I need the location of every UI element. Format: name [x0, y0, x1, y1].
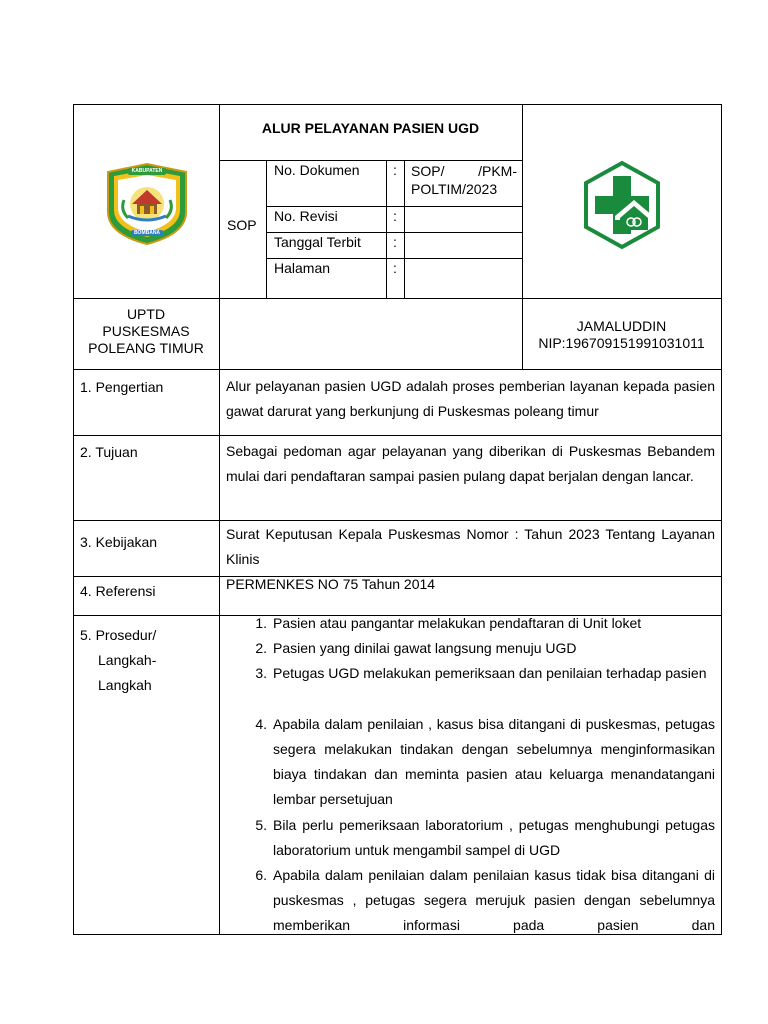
list-item-number: 2. — [255, 640, 267, 656]
section-text-kebijakan: Surat Keputusan Kepala Puskesmas Nomor : Tahun 2023 Tentang Layanan Klinis — [226, 526, 715, 567]
list-item-text: Pasien atau pangantar melakukan pendaftaran di Unit loket — [273, 615, 642, 631]
table-border-left — [73, 104, 74, 935]
sop-column-line — [266, 160, 267, 299]
org-line-1: UPTD — [126, 306, 166, 322]
org-line-3: POLEANG TIMUR — [88, 340, 204, 356]
prosedur-label-line-3: Langkah — [98, 677, 152, 693]
section-text-pengertian: Alur pelayanan pasien UGD adalah proses pemberian layanan kepada pasien gawat darurat yang berkunjung di Puskesmas poleang timur — [226, 378, 715, 419]
field-label-no-revisi: No. Revisi — [274, 208, 338, 224]
prosedur-label-line-1: 5. Prosedur/ — [80, 627, 157, 643]
list-item — [247, 611, 715, 636]
prosedur-label-line-2: Langkah- — [98, 652, 157, 668]
section-text-tujuan: Sebagai pedoman agar pelayanan yang diberikan di Puskesmas Bebandem mulai dari pendaftaran sampai pasien pulang dapat berjalan dengan lancar. — [226, 443, 715, 484]
field-sep-tanggal-terbit: : — [393, 234, 397, 250]
pengertian-row-bottom-line — [73, 435, 722, 436]
section-text-referensi: PERMENKES NO 75 Tahun 2014 — [226, 576, 436, 592]
field-label-halaman: Halaman — [274, 260, 331, 276]
field-sep-no-revisi: : — [393, 208, 397, 224]
kabupaten-bombana-crest-icon — [104, 160, 190, 246]
row-divider-halaman — [266, 258, 522, 259]
field-label-column-line — [386, 160, 387, 299]
sop-label: SOP — [227, 217, 257, 233]
section-label-prosedur — [80, 623, 156, 698]
puskesmas-logo-icon — [582, 160, 662, 250]
section-label-referensi: 4. Referensi — [80, 583, 156, 599]
label-column-line — [219, 104, 220, 935]
list-item-text: Apabila dalam penilaian , kasus bisa ditangani di puskesmas, petugas segera melakukan tindakan dengan sebelumnya menginformasikan biaya tindakan dan meminta pasien atau keluarga menandatangani lembar persetujuan — [273, 716, 715, 807]
field-value-no-dokumen — [411, 162, 517, 198]
list-item-text: Pasien yang dinilai gawat langsung menuju UGD — [273, 640, 577, 656]
signer-block — [522, 318, 721, 352]
field-sep-halaman: : — [393, 260, 397, 276]
list-item-text: Petugas UGD melakukan pemeriksaan dan penilaian terhadap pasien — [273, 665, 707, 681]
list-item — [247, 863, 715, 938]
signer-nip: NIP:196709151991031011 — [538, 335, 705, 351]
org-row-bottom-line — [73, 369, 722, 370]
field-value-no-dokumen-text: SOP/ /PKM-POLTIM/2023 — [411, 163, 517, 197]
list-item — [247, 661, 715, 686]
header-title-divider — [219, 160, 522, 161]
list-item — [247, 813, 715, 863]
field-label-tanggal-terbit: Tanggal Terbit — [274, 234, 361, 250]
section-label-tujuan: 2. Tujuan — [80, 444, 138, 460]
header-bottom-line — [73, 298, 722, 299]
section-label-pengertian: 1. Pengertian — [80, 379, 164, 395]
row-divider-revisi — [266, 206, 522, 207]
signer-name: JAMALUDDIN — [576, 318, 667, 334]
list-item-text: Apabila dalam penilaian dalam penilaian kasus tidak bisa ditangani di puskesmas , petugas segera merujuk pasien dengan sebelumnya memberikan informasi pada pasien dan — [273, 867, 715, 933]
list-item-number: 6. — [255, 867, 267, 883]
list-item — [247, 636, 715, 661]
list-item-number: 1. — [255, 615, 267, 631]
field-sep-column-line — [404, 160, 405, 299]
row-divider-tanggal — [266, 232, 522, 233]
crest-top-text: KABUPATEN — [131, 168, 163, 174]
crest-bottom-text: BOMBANA — [133, 230, 161, 236]
list-item-number: 4. — [255, 716, 267, 732]
list-item-number: 5. — [255, 817, 267, 833]
page-title: ALUR PELAYANAN PASIEN UGD — [261, 120, 480, 136]
list-item — [247, 712, 715, 812]
table-border-top — [73, 104, 722, 105]
table-border-right — [721, 104, 722, 935]
org-name — [73, 306, 219, 357]
list-item-number: 3. — [255, 665, 267, 681]
org-line-2: PUSKESMAS — [102, 323, 190, 339]
list-item-text: Bila perlu pemeriksaan laboratorium , petugas menghubungi petugas laboratorium untuk mengambil sampel di UGD — [273, 817, 715, 858]
field-label-no-dokumen: No. Dokumen — [274, 162, 360, 178]
tujuan-row-bottom-line — [73, 520, 722, 521]
section-label-kebijakan: 3. Kebijakan — [80, 534, 158, 550]
field-sep-no-dokumen: : — [393, 162, 397, 178]
